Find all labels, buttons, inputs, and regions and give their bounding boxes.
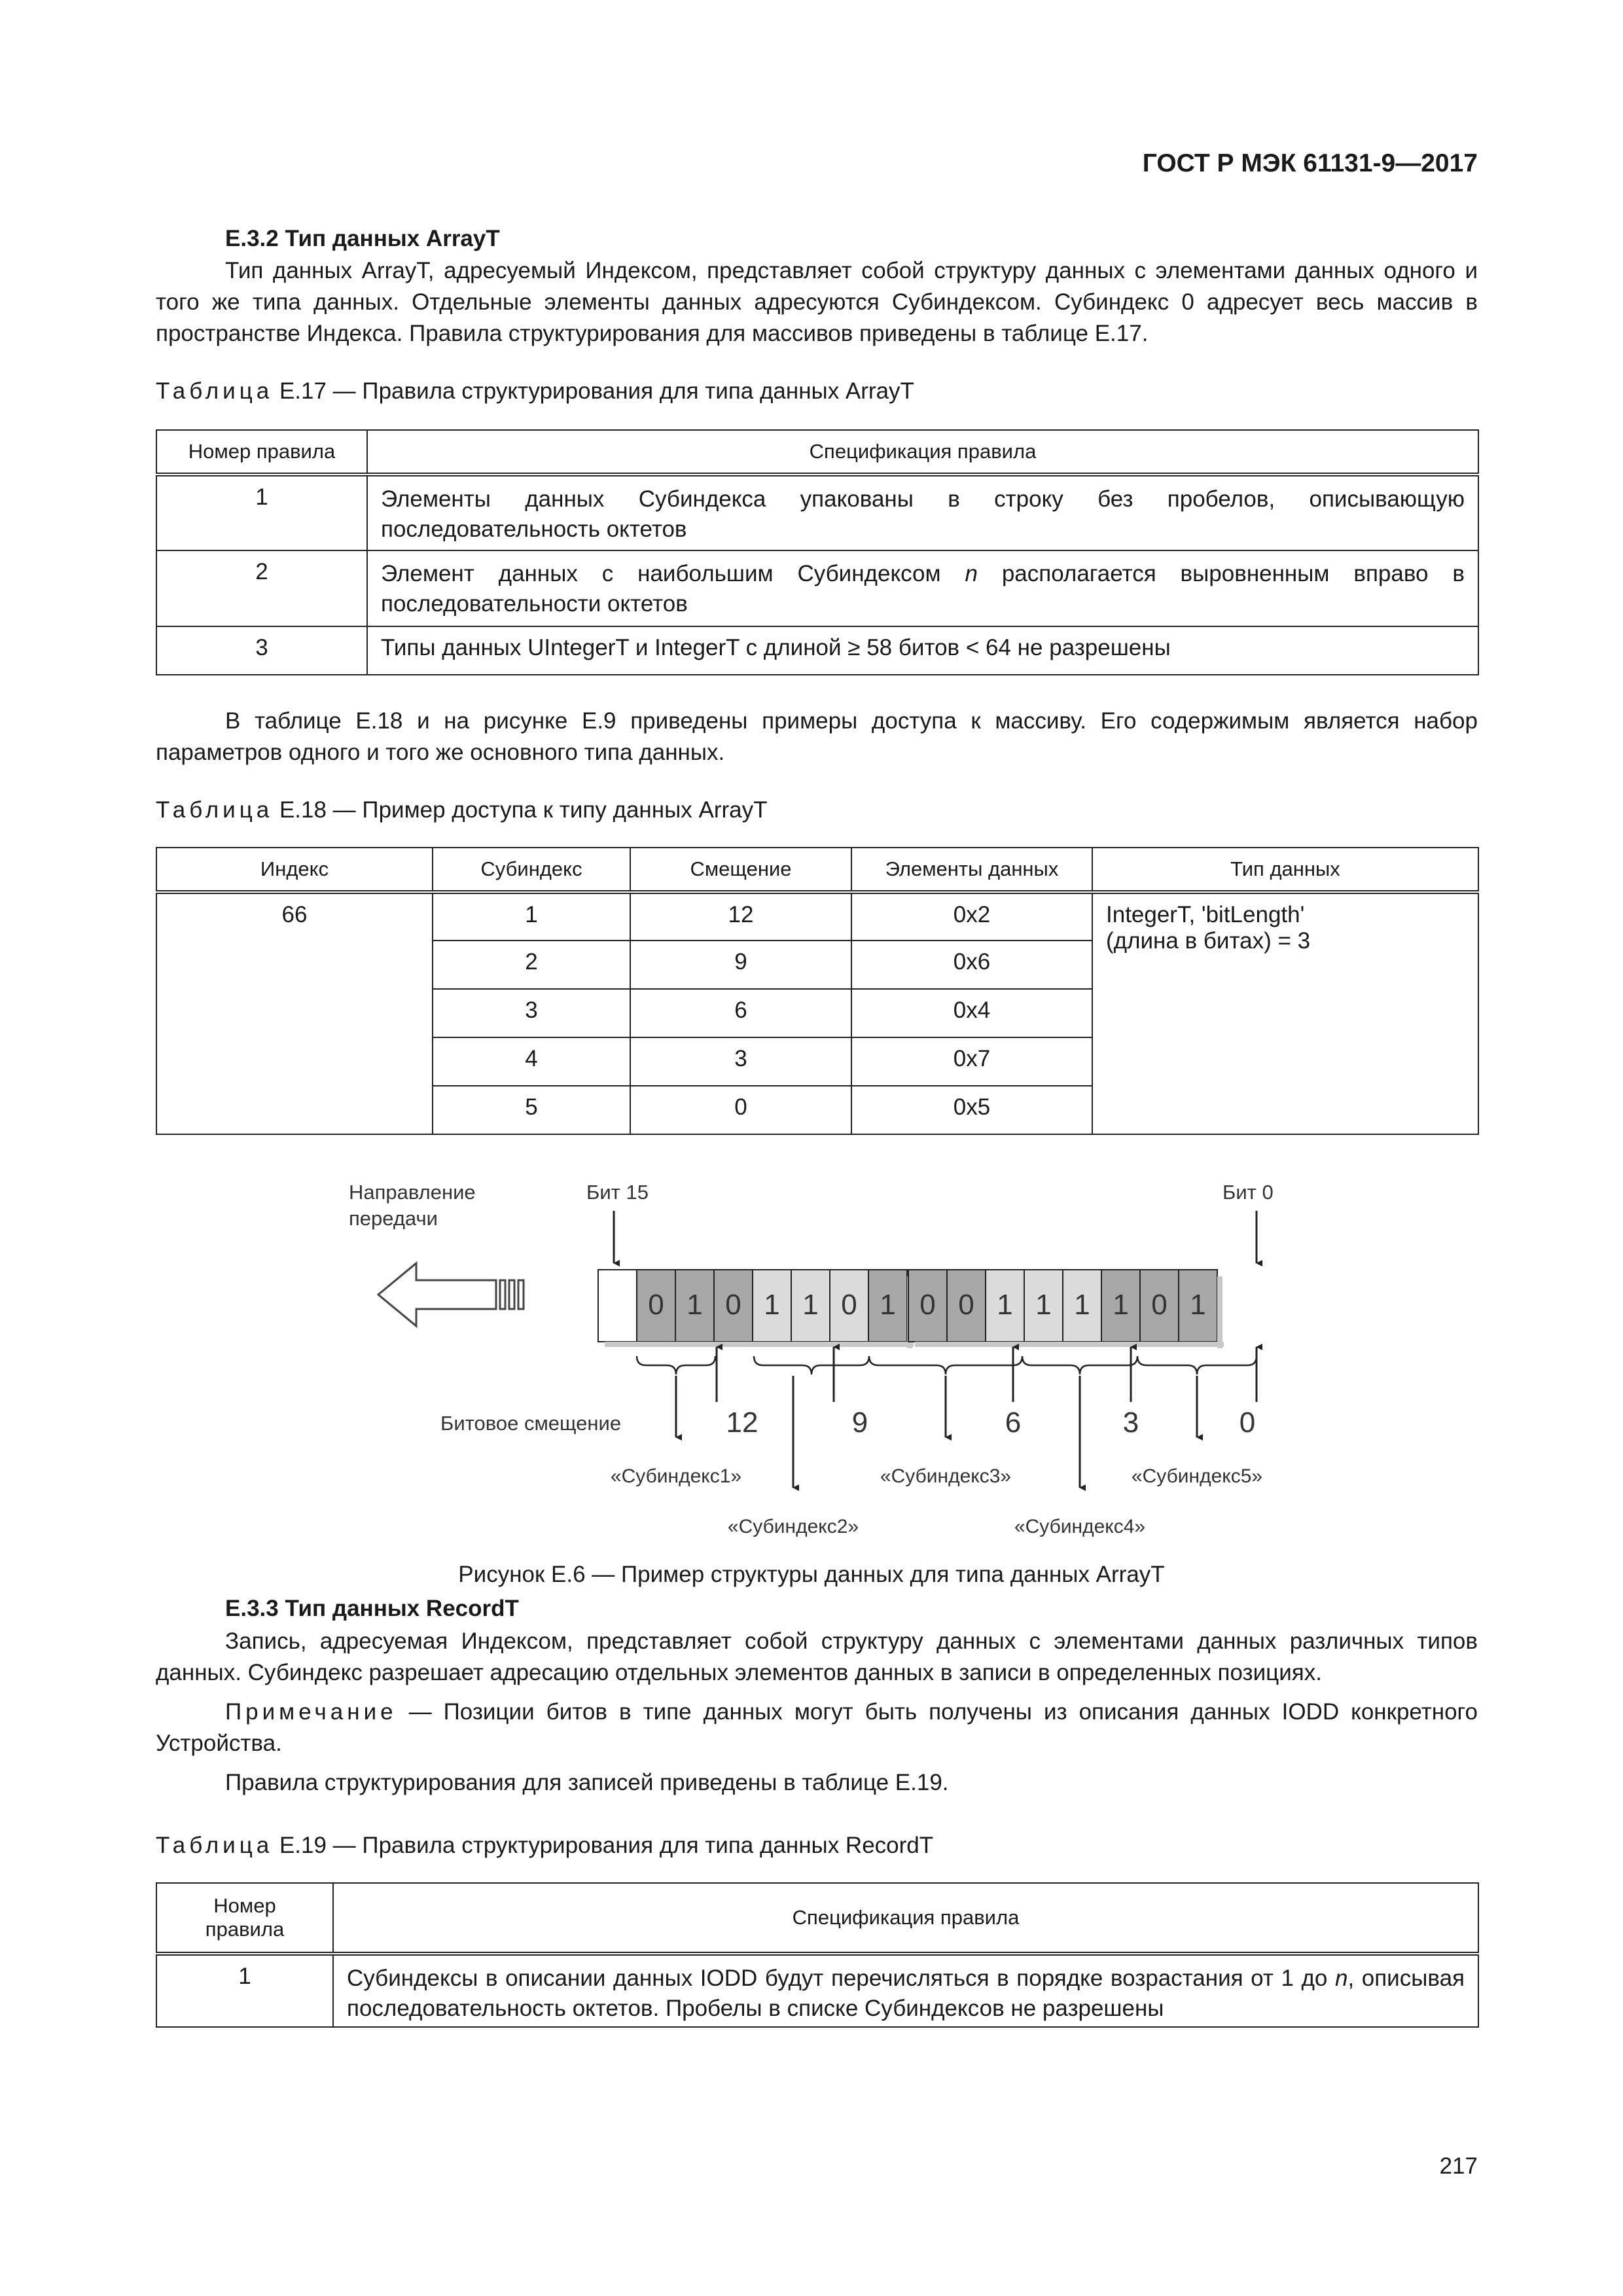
array-structure-figure	[156, 1165, 1479, 1545]
index-cell: 66	[156, 892, 433, 1134]
octet2-shadow	[915, 1342, 1224, 1347]
bit-offset-label: Битовое смещение	[440, 1412, 622, 1435]
table-row	[156, 626, 1478, 675]
octet1-shadow	[605, 1342, 914, 1347]
rule-spec-part: Субиндексы в описании данных IODD будут перечисляться в порядке возрастания от 1 до	[347, 1965, 1335, 1991]
section-e33-paragraph: Запись, адресуемая Индексом, представляет собой структуру данных с элементами данных различных типов данных. Субиндекс разрешает адресацию отдельных элементов данных в записи в определенных позициях.	[156, 1628, 1478, 1685]
data-cell: 0x7	[851, 1037, 1092, 1086]
octet1-bit-value: 1	[764, 1289, 780, 1321]
table-row	[156, 550, 1478, 626]
bit-offset-value: 6	[1005, 1407, 1022, 1439]
offset-cell: 9	[630, 941, 851, 989]
subindex-label: «Субиндекс2»	[727, 1516, 859, 1537]
octet1-bit-cell	[598, 1270, 637, 1342]
note-label: Примечание	[225, 1699, 397, 1725]
rule-spec	[333, 1954, 1478, 2027]
rule-spec-part: Элемент данных с наибольшим Субиндексом	[381, 561, 965, 586]
direction-label-line2: передачи	[349, 1207, 438, 1230]
caption-prefix: Таблица	[156, 797, 274, 823]
table-header: Номер правила	[156, 430, 367, 475]
subindex-cell: 4	[433, 1037, 630, 1086]
rule-number: 2	[156, 550, 367, 626]
caption-text: E.19 — Правила структурирования для типа данных RecordT	[273, 1833, 934, 1858]
subindex-labels	[611, 1376, 1262, 1537]
octet2-bit-value: 1	[1190, 1289, 1206, 1321]
table-e19	[156, 1882, 1479, 2028]
rule-spec	[367, 550, 1478, 626]
table-e17-caption	[156, 378, 914, 404]
page-number: 217	[1439, 2153, 1478, 2179]
offset-cell: 3	[630, 1037, 851, 1086]
octet1-bit-value: 0	[648, 1289, 664, 1321]
subindex-cell: 2	[433, 941, 630, 989]
rule-number: 1	[156, 1954, 333, 2027]
caption-prefix: Таблица	[156, 378, 274, 404]
table-header: Индекс	[156, 848, 433, 892]
octet2-bit-value: 1	[1035, 1289, 1052, 1321]
octet2-bit-value: 0	[958, 1289, 974, 1321]
table-row	[156, 1954, 1478, 2027]
subindex-brace	[754, 1356, 869, 1374]
data-cell: 0x6	[851, 941, 1092, 989]
direction-label-line1: Направление	[349, 1181, 476, 1204]
subindex-label: «Субиндекс3»	[880, 1465, 1012, 1487]
data-cell: 0x5	[851, 1086, 1092, 1134]
table-row	[156, 475, 1478, 550]
table-header: Смещение	[630, 848, 851, 892]
subindex-brace	[1022, 1356, 1137, 1374]
octet2-bit-value: 1	[1074, 1289, 1090, 1321]
table-e18-caption	[156, 797, 767, 823]
rule-spec: Типы данных UIntegerT и IntegerT с длиной ≥ 58 битов < 64 не разрешены	[367, 626, 1478, 675]
table-e18-intro: В таблице E.18 и на рисунке E.9 приведены примеры доступа к массиву. Его содержимым является набор параметров одного и того же основного типа данных.	[156, 708, 1478, 765]
subindex-brace	[637, 1356, 715, 1374]
subindex-label: «Субиндекс5»	[1131, 1465, 1263, 1487]
table-header: Спецификация правила	[333, 1883, 1478, 1954]
table-header	[156, 1883, 333, 1954]
section-heading-e33: E.3.3 Тип данных RecordT	[225, 1596, 519, 1621]
offset-cell: 0	[630, 1086, 851, 1134]
rule-spec-part: , описывая последовательность октетов. Пробелы в списке Субиндексов не разрешены	[347, 1965, 1465, 2021]
subindex-brace	[1137, 1356, 1257, 1374]
bit-offset-values	[717, 1347, 1257, 1439]
bit15-label: Бит 15	[586, 1181, 649, 1204]
subindex-label: «Субиндекс4»	[1014, 1516, 1146, 1537]
note	[156, 1696, 1478, 1759]
type-cell	[1092, 892, 1478, 1134]
header-line: Номер	[213, 1894, 276, 1917]
table-header: Тип данных	[1092, 848, 1478, 892]
rule-number: 3	[156, 626, 367, 675]
standard-header: ГОСТ Р МЭК 61131-9—2017	[1142, 149, 1478, 177]
direction-arrow-icon	[378, 1263, 524, 1326]
bit-offset-value: 0	[1239, 1407, 1256, 1439]
bit0-label: Бит 0	[1222, 1181, 1274, 1204]
octet2-shadow	[1217, 1276, 1222, 1348]
octet2-bit-value: 0	[919, 1289, 936, 1321]
table-header: Элементы данных	[851, 848, 1092, 892]
type-line: IntegerT, 'bitLength'	[1106, 902, 1305, 927]
octet1-bit-value: 0	[725, 1289, 741, 1321]
rule-spec-variable: n	[965, 561, 978, 586]
octet1-bit-value: 1	[802, 1289, 819, 1321]
subindex-braces	[637, 1356, 1257, 1374]
table-e18	[156, 847, 1479, 1135]
octet2-bit-value: 1	[1113, 1289, 1129, 1321]
header-line: правила	[205, 1918, 285, 1941]
offset-cell: 6	[630, 989, 851, 1037]
table-row	[156, 892, 1478, 941]
table-header: Субиндекс	[433, 848, 630, 892]
rule-spec: Элементы данных Субиндекса упакованы в строку без пробелов, описывающую последовательность октетов	[367, 475, 1478, 550]
octet1-bit-value: 1	[880, 1289, 896, 1321]
rule-spec-variable: n	[1334, 1965, 1348, 1991]
subindex-cell: 1	[433, 892, 630, 941]
octet1-bit-value: 1	[687, 1289, 703, 1321]
data-cell: 0x4	[851, 989, 1092, 1037]
octet2-bit-value: 0	[1151, 1289, 1168, 1321]
rules-reference: Правила структурирования для записей приведены в таблице E.19.	[225, 1770, 949, 1795]
subindex-cell: 3	[433, 989, 630, 1037]
table-e19-caption	[156, 1833, 933, 1859]
offset-cell: 12	[630, 892, 851, 941]
subindex-label: «Субиндекс1»	[610, 1465, 742, 1487]
bit-offset-value: 9	[851, 1407, 868, 1439]
table-e17	[156, 429, 1479, 675]
subindex-cell: 5	[433, 1086, 630, 1134]
data-cell: 0x2	[851, 892, 1092, 941]
bit-offset-value: 3	[1122, 1407, 1139, 1439]
section-heading-e32: E.3.2 Тип данных ArrayT	[225, 226, 500, 251]
subindex-brace	[869, 1356, 1022, 1374]
type-line: (длина в битах) = 3	[1106, 928, 1311, 954]
caption-text: E.17 — Правила структурирования для типа данных ArrayT	[273, 378, 914, 404]
octet2-bit-value: 1	[997, 1289, 1013, 1321]
caption-prefix: Таблица	[156, 1833, 274, 1858]
note-text: — Позиции битов в типе данных могут быть получены из описания данных IODD конкретного Устройства.	[156, 1699, 1478, 1756]
octet1-bit-value: 0	[841, 1289, 857, 1321]
octet-cells	[598, 1270, 1224, 1348]
table-header: Спецификация правила	[367, 430, 1478, 475]
caption-text: E.18 — Пример доступа к типу данных ArrayT	[273, 797, 768, 823]
figure-caption: Рисунок E.6 — Пример структуры данных для типа данных ArrayT	[458, 1562, 1165, 1587]
section-e32-paragraph: Тип данных ArrayT, адресуемый Индексом, представляет собой структуру данных с элементами данных одного и того же типа данных. Отдельные элементы данных адресуются Субиндексом. Субиндекс 0 адресует весь массив в пространстве Индекса. Правила структурирования для массивов приведены в таблице E.17.	[156, 258, 1478, 346]
rule-number: 1	[156, 475, 367, 550]
bit-offset-value: 12	[726, 1407, 758, 1439]
rule-spec-part: располагается выровненным вправо в последовательности октетов	[381, 561, 1465, 617]
